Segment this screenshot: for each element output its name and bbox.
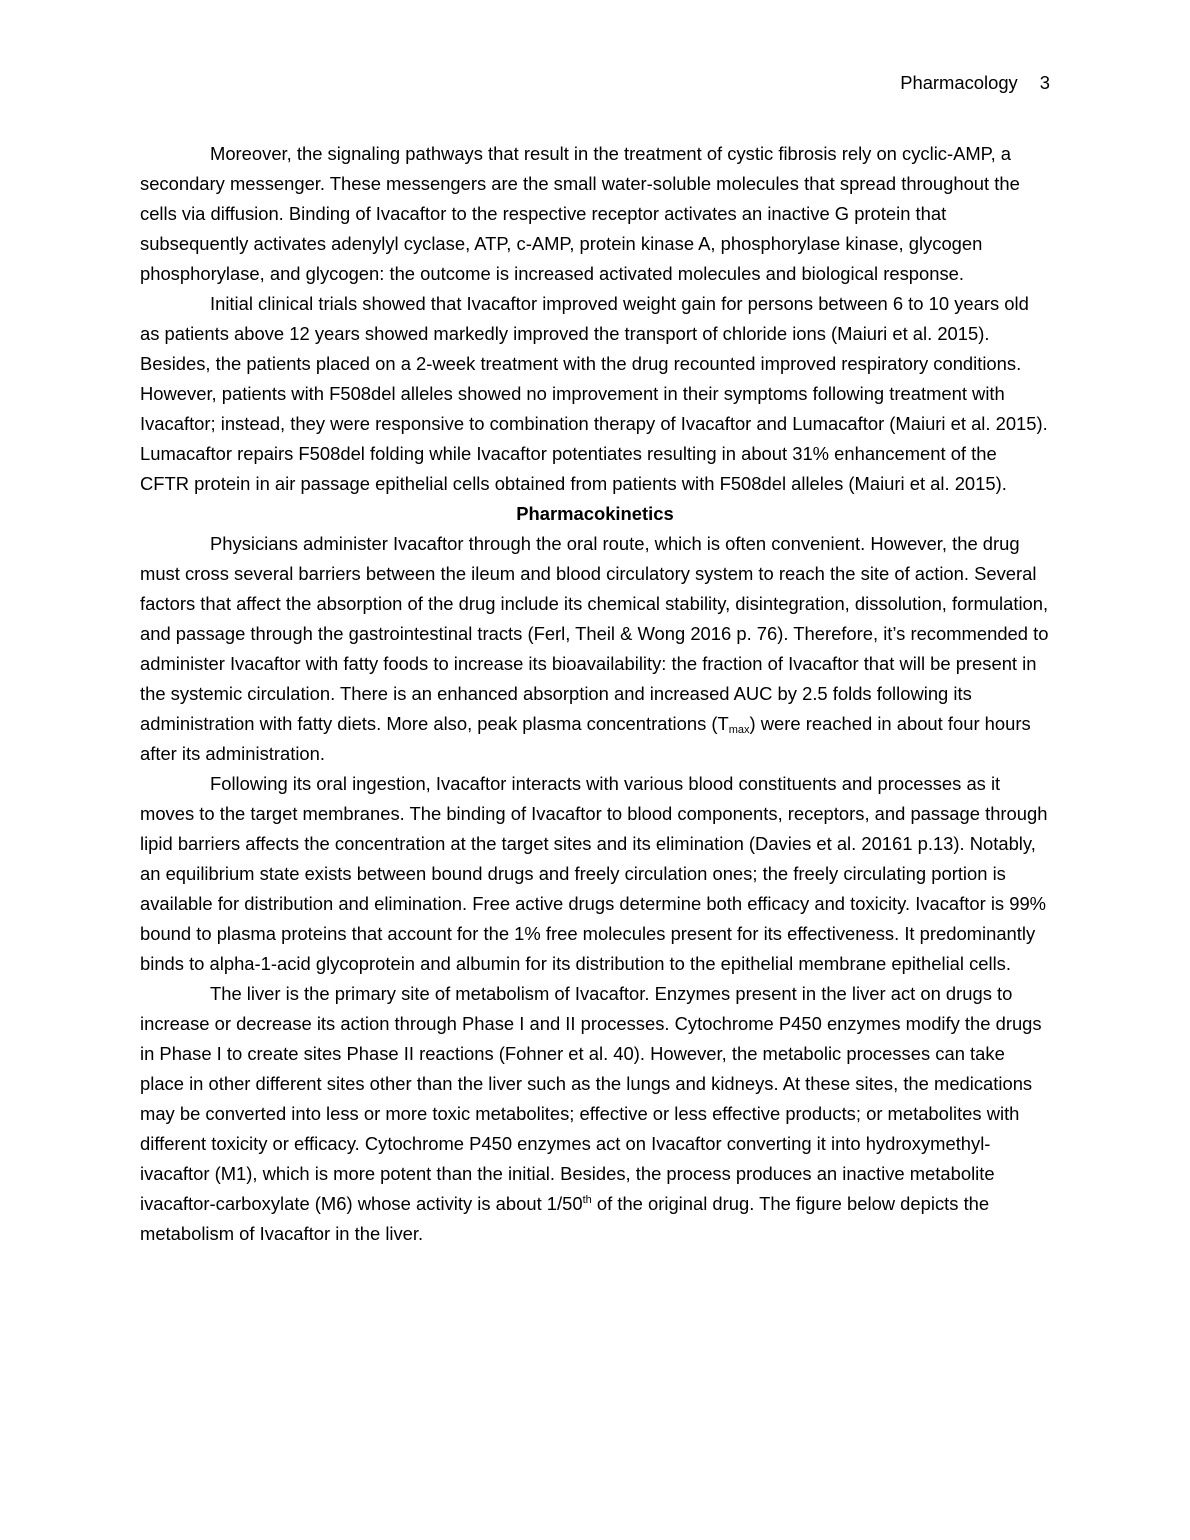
paragraph-signaling: Moreover, the signaling pathways that result in the treatment of cystic fibrosis rely on cyclic-AMP, a secondary messenger. These messengers are the small water-soluble molecules that spread throughout the cells via diffusion. Binding of Ivacaftor to the respective receptor activates an inactive G protein that subsequently activates adenylyl cyclase, ATP, c-AMP, protein kinase A, phosphorylase kinase, glycogen phosphorylase, and glycogen: the outcome is increased activated molecules and biological response.: [140, 143, 1020, 284]
tmax-subscript: max: [728, 724, 750, 736]
paragraph-distribution: Following its oral ingestion, Ivacaftor interacts with various blood constituents and processes as it moves to the target membranes. The binding of Ivacaftor to blood components, receptors, and passage through lipid barriers affects the concentration at the target sites and its elimination (Davies et al. 20161 p.13). Notably, an equilibrium state exists between bound drugs and freely circulation ones; the freely circulating portion is available for distribution and elimination. Free active drugs determine both efficacy and toxicity. Ivacaftor is 99% bound to plasma proteins that account for the 1% free molecules present for its effectiveness. It predominantly binds to alpha-1-acid glycoprotein and albumin for its distribution to the epithelial membrane epithelial cells.: [140, 773, 1048, 974]
running-head: [900, 70, 1050, 96]
body-text: [140, 139, 1050, 1249]
running-title: Pharmacology: [900, 72, 1018, 93]
absorption-text-end: ) were reached in about four hours after its administration.: [140, 713, 1031, 764]
paragraph-absorption: [140, 529, 1050, 769]
paragraph-metabolism: [140, 979, 1050, 1249]
absorption-text: Physicians administer Ivacaftor through the oral route, which is often convenient. However, the drug must cross several barriers between the ileum and blood circulatory system to reach the site of action. Several factors that affect the absorption of the drug include its chemical stability, disintegration, dissolution, formulation, and passage through the gastrointestinal tracts (Ferl, Theil & Wong 2016 p. 76). Therefore, it’s recommended to administer Ivacaftor with fatty foods to increase its bioavailability: the fraction of Ivacaftor that will be present in the systemic circulation. There is an enhanced absorption and increased AUC by 2.5 folds following its administration with fatty diets. More also, peak plasma concentrations (T: [140, 533, 1049, 734]
page-number: 3: [1039, 72, 1050, 93]
metabolism-text-end: of the original drug. The figure below depicts the metabolism of Ivacaftor in the liver.: [140, 1193, 990, 1244]
paragraph-clinical-trials: Initial clinical trials showed that Ivacaftor improved weight gain for persons between 6 to 10 years old as patients above 12 years showed markedly improved the transport of chloride ions (Maiuri et al. 2015). Besides, the patients placed on a 2-week treatment with the drug recounted improved respiratory conditions. However, patients with F508del alleles showed no improvement in their symptoms following treatment with Ivacaftor; instead, they were responsive to combination therapy of Ivacaftor and Lumacaftor (Maiuri et al. 2015). Lumacaftor repairs F508del folding while Ivacaftor potentiates resulting in about 31% enhancement of the CFTR protein in air passage epithelial cells obtained from patients with F508del alleles (Maiuri et al. 2015).: [140, 293, 1048, 494]
section-heading-pharmacokinetics: Pharmacokinetics: [516, 503, 674, 524]
metabolism-text: The liver is the primary site of metabolism of Ivacaftor. Enzymes present in the liver act on drugs to increase or decrease its action through Phase I and II processes. Cytochrome P450 enzymes modify the drugs in Phase I to create sites Phase II reactions (Fohner et al. 40). However, the metabolic processes can take place in other different sites other than the liver such as the lungs and kidneys. At these sites, the medications may be converted into less or more toxic metabolites; effective or less effective products; or metabolites with different toxicity or efficacy. Cytochrome P450 enzymes act on Ivacaftor converting it into hydroxymethyl-ivacaftor (M1), which is more potent than the initial. Besides, the process produces an inactive metabolite ivacaftor-carboxylate (M6) whose activity is about 1/50: [140, 983, 1042, 1214]
ordinal-superscript: th: [582, 1194, 592, 1206]
